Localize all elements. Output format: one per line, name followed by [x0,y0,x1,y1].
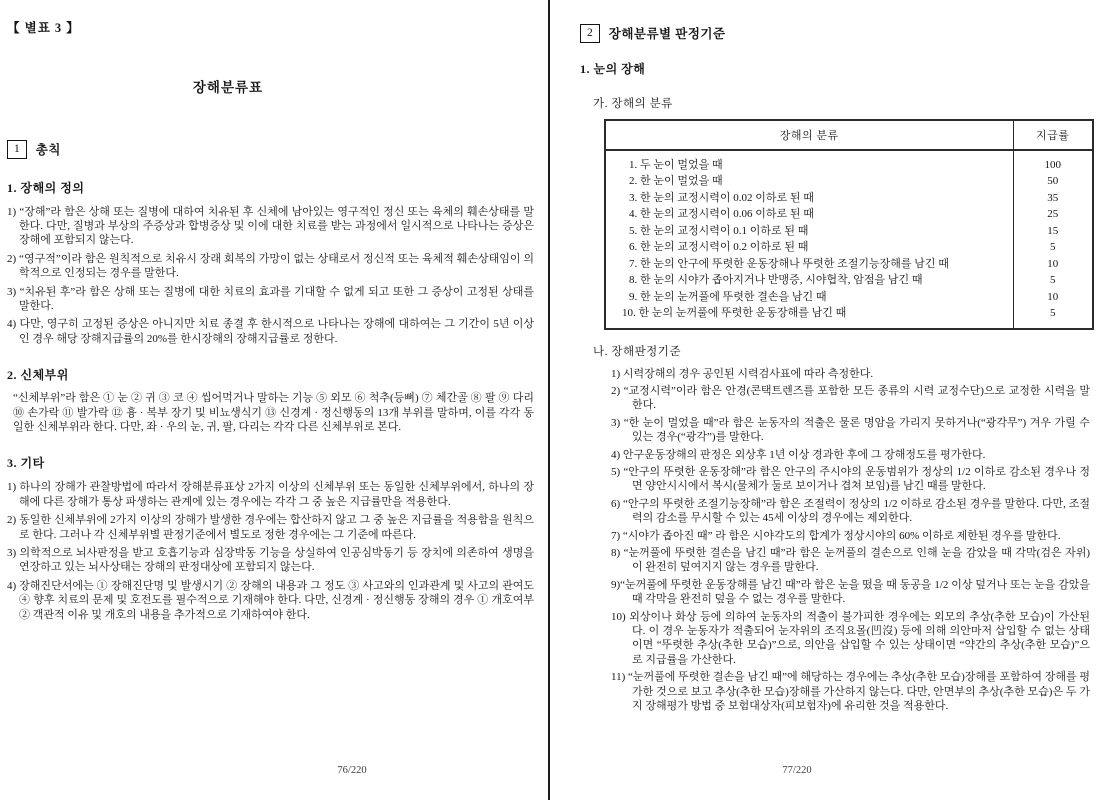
definition-item: 2) “영구적”이라 함은 원칙적으로 치유시 장래 회복의 가망이 없는 상태로서 정신적 또는 육체적 훼손상태임이 의학적으로 인정되는 경우를 말한다. [7,252,534,280]
classification-cell: 3. 한 눈의 교정시력이 0.02 이하로 된 때 [629,191,814,204]
page-right [550,0,1100,800]
subsection-etc [7,454,534,622]
column-header-rate: 지급률 [1013,120,1093,150]
eye-disability-title: 1. 눈의 장해 [580,61,646,76]
judgment-criteria-list [580,367,1090,714]
subsection-etc-title: 3. 기타 [7,456,45,471]
rate-cell: 10 [1013,256,1093,273]
subsection-definition [7,179,534,347]
subsection-body-parts-title: 2. 신체부위 [7,368,69,383]
subsection-definition-title: 1. 장해의 정의 [7,180,85,195]
table-row [605,256,1093,273]
judgment-criteria-label: 나. 장해판정기준 [593,345,682,358]
etc-item: 4) 장해진단서에는 ① 장해진단명 및 발생시기 ② 장해의 내용과 그 정도 ③ 사고와의 인과관계 및 사고의 관여도 ④ 향후 치료의 문제 및 호전도를 필수적으로 기재해야 한다. 다만, 신경계 · 정신행동 장해의 경우 ① 개호여부 ② 객관적 이유 및 개호의 내용을 추가적으로 기재하여야 한다. [7,579,534,621]
etc-item: 3) 의학적으로 뇌사판정을 받고 호흡기능과 심장박동 기능을 상실하여 인공심박동기 등 장치에 의존하여 생명을 연장하고 있는 뇌사상태는 장해의 판정대상에 포함되지 않는다. [7,547,534,574]
section-1-number-box: 1 [7,140,27,159]
rate-cell: 5 [1013,272,1093,289]
table-header-row [605,120,1093,150]
classification-cell: 5. 한 눈의 교정시력이 0.1 이하로 된 때 [629,224,809,237]
table-row [605,272,1093,289]
classification-cell: 8. 한 눈의 시야가 좁아지거나 반맹증, 시야협착, 암점을 남긴 때 [629,274,923,286]
table-row [605,190,1093,207]
classification-cell: 9. 한 눈의 눈꺼풀에 뚜렷한 결손을 남긴 때 [629,290,827,303]
rate-cell: 15 [1013,223,1093,240]
criteria-item: 7) “시야가 좁아진 때” 라 함은 시야각도의 합계가 정상시야의 60% 이하로 제한된 경우를 말한다. [611,529,1061,542]
criteria-item: 4) 안구운동장해의 판정은 외상후 1년 이상 경과한 후에 그 장해정도를 평가한다. [611,448,986,461]
criteria-item: 1) 시력장해의 경우 공인된 시력검사표에 따라 측정한다. [611,367,874,380]
table-row [605,305,1093,329]
classification-cell: 6. 한 눈의 교정시력이 0.2 이하로 된 때 [629,241,809,253]
criteria-item: 9)“눈꺼풀에 뚜렷한 운동장해를 남긴 때”라 함은 눈을 떴을 때 동공을 1/2 이상 덮거나 또는 눈을 감았을 때 각막을 완전히 덮을 수 없는 경우를 말한다. [611,578,1090,606]
criteria-item: 2) “교정시력”이라 함은 안경(콘택트렌즈를 포함한 모든 종류의 시력 교정수단)으로 교정한 시력을 말한다. [611,384,1090,412]
criteria-item: 5) “안구의 뚜렷한 운동장해”라 함은 안구의 주시야의 운동범위가 정상의 1/2 이하로 감소된 경우나 정면 양안시시에서 복시(물체가 둘로 보이거나 겹쳐 보임)를 남긴 때를 말한다. [611,465,1090,493]
disability-classification-table [604,119,1094,330]
rate-cell: 35 [1013,190,1093,207]
table-row [605,206,1093,223]
etc-item: 2) 동일한 신체부위에 2가지 이상의 장해가 발생한 경우에는 합산하지 않고 그 중 높은 지급률을 적용함을 원칙으로 한다. 그러나 각 신체부위별 판정기준에서 별도로 정한 경우에는 그 기준에 따른다. [7,514,534,541]
criteria-item: 10) 외상이나 화상 등에 의하여 눈동자의 적출이 불가피한 경우에는 외모의 추상(추한 모습)이 가산된다. 이 경우 눈동자가 적출되어 눈자위의 조직요몰(凹沒) 등에 의해 의안마저 삽입할 수 없는 상태이면 “뚜렷한 추상(추한 모습)”으로, 의안을 삽입할 수 있는 상태이면 “약간의 추상(추한 모습)”으로 지급률을 가산한다. [611,610,1090,666]
rate-cell: 50 [1013,173,1093,190]
table-row [605,173,1093,190]
rate-cell: 10 [1013,289,1093,306]
definition-item: 1) “장해”라 함은 상해 또는 질병에 대하여 치유된 후 신체에 남아있는 영구적인 정신 또는 육체의 훼손상태를 말한다. 다만, 질병과 부상의 주증상과 합병증상 및 이에 대한 치료를 받는 과정에서 일시적으로 나타나는 증상은 장해에 포함되지 않는다. [7,205,534,247]
definition-item: 4) 다만, 영구히 고정된 증상은 아니지만 치료 종결 후 한시적으로 나타나는 장해에 대하여는 그 기간이 5년 이상인 경우 해당 장해지급률의 20%를 한시장해의 장해지급률로 정한다. [7,318,534,345]
document-title: 장해분류표 [192,80,264,95]
etc-item: 1) 하나의 장해가 관찰방법에 따라서 장해분류표상 2가지 이상의 신체부위 또는 동일한 신체부위에서, 하나의 장해에 다른 장해가 통상 파생하는 관계에 있는 경우에는 각각 그 중 높은 지급률만을 적용한다. [7,481,534,508]
criteria-item: 11) “눈꺼풀에 뚜렷한 결손을 남긴 때”에 해당하는 경우에는 추상(추한 모습)장해를 포함하여 장해를 평가한 것으로 보고 추상(추한 모습)장해를 가산하지 않는다. 다만, 안면부의 추상(추한 모습)은 두 가지 장해평가 방법 중 보험대상자(피보험자)에 유리한 것을 적용한다. [611,671,1090,713]
rate-cell: 5 [1013,305,1093,329]
table-row [605,223,1093,240]
rate-cell: 25 [1013,206,1093,223]
rate-cell: 100 [1013,150,1093,174]
section-1-header [7,140,534,159]
classification-cell: 7. 한 눈의 안구에 뚜렷한 운동장해나 뚜렷한 조절기능장해를 남긴 때 [629,257,949,270]
section-2-title: 장해분류별 판정기준 [608,27,726,42]
table-row [605,239,1093,256]
classification-cell: 10. 한 눈의 눈꺼풀에 뚜렷한 운동장해를 남긴 때 [622,307,847,319]
page-number-right: 77/220 [782,765,812,776]
section-2-header [580,24,1090,43]
subsection-body-parts [7,366,534,434]
classification-cell: 2. 한 눈이 멀었을 때 [629,175,723,187]
criteria-item: 3) “한 눈이 멀었을 때”라 함은 눈동자의 적출은 물론 명암을 가리지 못하거나(“광각무”) 겨우 가릴 수 있는 경우(“광각”)를 말한다. [611,416,1090,444]
rate-cell: 5 [1013,239,1093,256]
criteria-item: 6) “안구의 뚜렷한 조절기능장해”라 함은 조절력이 정상의 1/2 이하로 감소된 경우를 말한다. 다만, 조절력의 감소를 무시할 수 있는 45세 이상의 경우에는 제외한다. [611,497,1090,525]
section-2-number-box: 2 [580,24,600,43]
classification-cell: 4. 한 눈의 교정시력이 0.06 이하로 된 때 [629,208,814,220]
page-number-left: 76/220 [337,765,367,776]
classification-table-label: 가. 장해의 분류 [593,97,673,110]
criteria-item: 8) “눈꺼풀에 뚜렷한 결손을 남긴 때”라 함은 눈꺼풀의 결손으로 인해 눈을 감았을 때 각막(검은 자위)이 완전히 덮여지지 않는 경우를 말한다. [611,546,1090,574]
body-parts-paragraph: “신체부위”라 함은 ① 눈 ② 귀 ③ 코 ④ 씹어먹거나 말하는 기능 ⑤ 외모 ⑥ 척추(등뼈) ⑦ 체간골 ⑧ 팔 ⑨ 다리 ⑩ 손가락 ⑪ 발가락 ⑫ 흉 · 복부 장기 및 비뇨생식기 ⑬ 신경계 · 정신행동의 13개 부위를 말하며, 이를 각각 동일한 신체부위라 한다. 다만, 좌 · 우의 눈, 귀, 팔, 다리는 각각 다른 신체부위로 본다. [13,392,534,433]
classification-cell: 1. 두 눈이 멀었을 때 [629,158,723,171]
appendix-label: 【 별표 3 】 [7,21,80,35]
definition-item: 3) “치유된 후”라 함은 상해 또는 질병에 대한 치료의 효과를 기대할 수 없게 되고 또한 그 증상이 고정된 상태를 말한다. [7,285,534,312]
section-1-title: 총칙 [35,143,61,158]
table-row [605,150,1093,174]
table-row [605,289,1093,306]
column-header-classification: 장해의 분류 [605,120,1013,150]
